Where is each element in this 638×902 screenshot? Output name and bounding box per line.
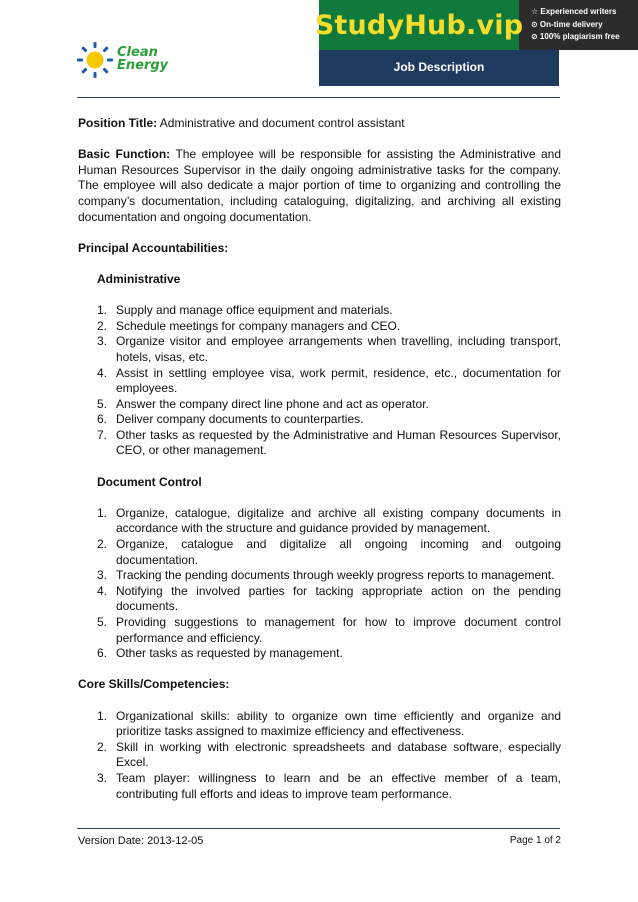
job-description-header: Job Description [319, 44, 559, 86]
header-divider [77, 97, 560, 98]
version-date: Version Date: 2013-12-05 [78, 835, 204, 847]
list-item: 6. Other tasks as requested by management. [97, 646, 343, 661]
document-body [78, 116, 561, 802]
list-item: 5. Providing suggestions to management for how to improve document control performance and efficiency. [97, 615, 561, 645]
list-item: 5. Answer the company direct line phone and act as operator. [97, 396, 429, 411]
logo-wordmark: Clean Energy [117, 45, 169, 73]
skills-heading: Core Skills/Competencies: [78, 677, 230, 692]
administrative-heading: Administrative [97, 271, 181, 286]
list-item: 2. Organize, catalogue and digitalize all ongoing incoming and outgoing documentation. [97, 537, 561, 567]
list-item: 1. Supply and manage office equipment and materials. [97, 303, 393, 318]
list-item: 4. Assist in settling employee visa, work permit, residence, etc., documentation for employees. [97, 365, 561, 396]
basic-function: Basic Function: The employee will be responsible for assisting the Administrative and Human Resources Supervisor in the daily ongoing administrative tasks for the company. The employee will also dedicate a major portion of time to organizing and controlling the company’s documentation, including cataloguing, digitalizing, and archiving all existing documentation and ongoing documentation. [78, 147, 562, 224]
list-item: 2. Schedule meetings for company managers and CEO. [97, 318, 401, 333]
company-logo [77, 42, 177, 78]
list-item: 3. Organize visitor and employee arrangements when travelling, including transport, hotels, visas, etc. [97, 334, 561, 364]
list-item: 6. Deliver company documents to counterparties. [97, 412, 364, 427]
footer-divider [77, 828, 560, 829]
accountabilities-heading: Principal Accountabilities: [78, 240, 229, 255]
watermark-name[interactable]: StudyHub.vip [319, 0, 519, 50]
document-control-heading: Document Control [97, 474, 202, 489]
skills-list [78, 709, 561, 803]
document-control-list [78, 506, 561, 662]
page-number: Page 1 of 2 [509, 835, 561, 846]
list-item: 7. Other tasks as requested by the Administrative and Human Resources Supervisor, CEO, or other management. [97, 427, 561, 458]
watermark-banner[interactable] [314, 0, 638, 50]
list-item: 3. Tracking the pending documents through weekly progress reports to management. [97, 568, 555, 583]
sun-logo-icon [77, 42, 115, 78]
list-item: 1. Organizational skills: ability to organize own time efficiently and organize and prioritize tasks assigned to maximize efficiency and effectiveness. [97, 708, 561, 739]
list-item: 2. Skill in working with electronic spreadsheets and database software, especially Excel. [97, 739, 561, 770]
list-item: 1. Organize, catalogue, digitalize and archive all existing company documents in accordance with the structure and guidance provided by management. [97, 505, 561, 536]
administrative-list [78, 303, 561, 459]
list-item: 3. Team player: willingness to learn and be an effective member of a team, contributing full efforts and ideas to improve team performance. [97, 770, 561, 801]
watermark-features: ☆ Experienced writers ⊙ On-time delivery ⊘ 100% plagiarism free [531, 7, 620, 41]
position-title: Position Title: Administrative and document control assistant [78, 116, 405, 130]
list-item: 4. Notifying the involved parties for tacking appropriate action on the pending documents. [97, 583, 561, 614]
